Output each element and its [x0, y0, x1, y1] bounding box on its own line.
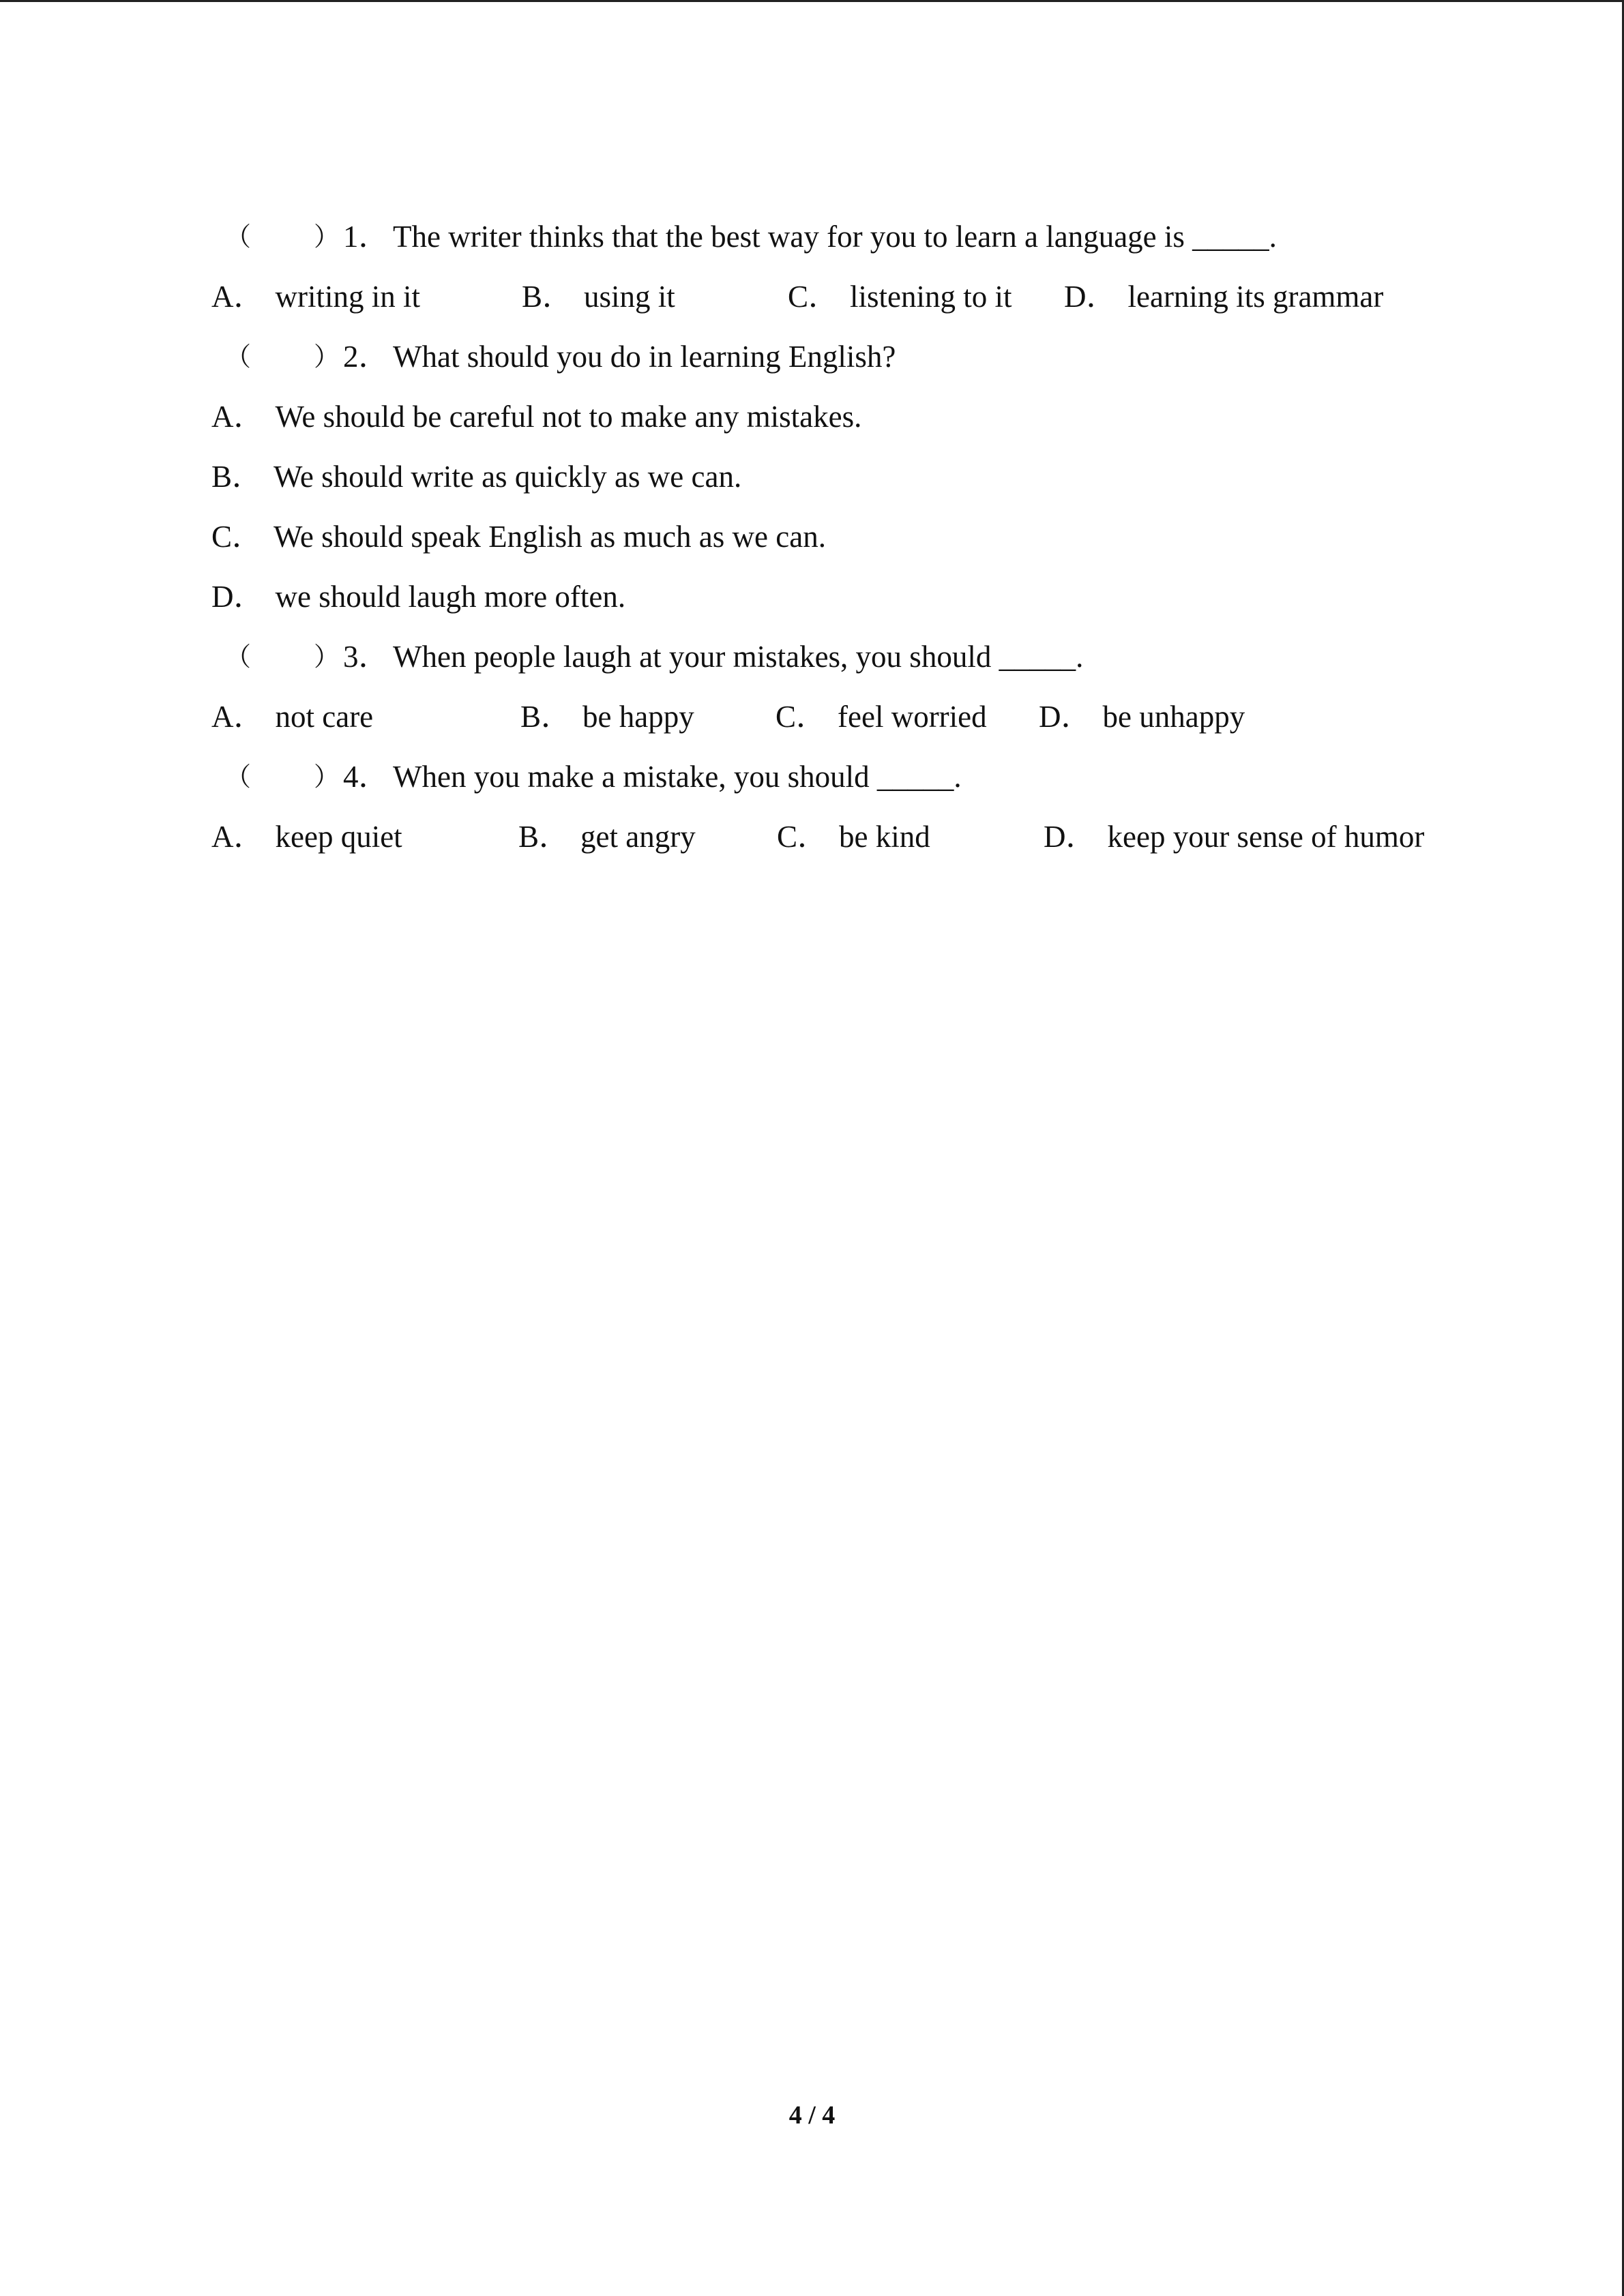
option-letter: C． — [777, 820, 829, 854]
option-text: we should laugh more often. — [275, 580, 626, 614]
option-b — [518, 813, 696, 861]
option-letter: D． — [1039, 700, 1092, 734]
option-a — [211, 273, 420, 320]
option-a — [211, 693, 373, 741]
option-d — [1064, 273, 1383, 320]
option-letter: C． — [211, 520, 263, 554]
option-b — [522, 273, 675, 320]
option-text: We should speak English as much as we can. — [274, 520, 826, 554]
option-letter: A． — [211, 400, 265, 434]
option-text: We should be careful not to make any mistakes. — [275, 400, 862, 434]
option-text: not care — [275, 700, 374, 734]
answer-bracket-close: ） — [314, 342, 340, 372]
option-text: be kind — [839, 820, 930, 854]
answer-bracket-open: （ — [225, 762, 252, 792]
option-c — [777, 813, 930, 861]
question-number: 2． — [343, 340, 389, 374]
option-d — [1044, 813, 1424, 861]
option-letter: D． — [1044, 820, 1097, 854]
option-text: get angry — [580, 820, 696, 854]
option-text: keep quiet — [275, 820, 402, 854]
answer-bracket-close: ） — [314, 222, 340, 252]
option-text: be unhappy — [1102, 700, 1245, 734]
option-letter: B． — [522, 280, 574, 314]
option-letter: D． — [211, 580, 265, 614]
option-d — [1039, 693, 1245, 741]
option-text: writing in it — [275, 280, 420, 314]
answer-bracket-open: （ — [225, 222, 252, 252]
option-text: listening to it — [850, 280, 1012, 314]
answer-bracket-close: ） — [314, 762, 340, 792]
answer-bracket-open: （ — [225, 342, 252, 372]
option-letter: A． — [211, 820, 265, 854]
page-number: 4 / 4 — [788, 2101, 836, 2130]
option-c — [788, 273, 1012, 320]
question-text: When people laugh at your mistakes, you should _____. — [393, 640, 1084, 674]
question-text: The writer thinks that the best way for you to learn a language is _____. — [393, 220, 1277, 254]
question-number: 4． — [343, 760, 389, 794]
option-text: We should write as quickly as we can. — [274, 460, 742, 494]
answer-bracket-close: ） — [314, 642, 340, 672]
option-text: learning its grammar — [1127, 280, 1384, 314]
option-text: keep your sense of humor — [1107, 820, 1425, 854]
answer-bracket-open: （ — [225, 642, 252, 672]
option-text: be happy — [582, 700, 694, 734]
option-b — [520, 693, 694, 741]
option-letter: C． — [776, 700, 827, 734]
question-text: When you make a mistake, you should _____. — [393, 760, 962, 794]
question-number: 1． — [343, 220, 389, 254]
option-c — [776, 693, 987, 741]
page-border-top — [0, 0, 1624, 2]
option-a — [211, 813, 402, 861]
option-text: using it — [584, 280, 675, 314]
option-text: feel worried — [838, 700, 987, 734]
option-letter: B． — [520, 700, 572, 734]
option-letter: A． — [211, 700, 265, 734]
option-letter: A． — [211, 280, 265, 314]
option-letter: D． — [1064, 280, 1117, 314]
option-letter: B． — [211, 460, 263, 494]
option-letter: B． — [518, 820, 570, 854]
question-number: 3． — [343, 640, 389, 674]
question-text: What should you do in learning English? — [393, 340, 896, 374]
option-letter: C． — [788, 280, 840, 314]
